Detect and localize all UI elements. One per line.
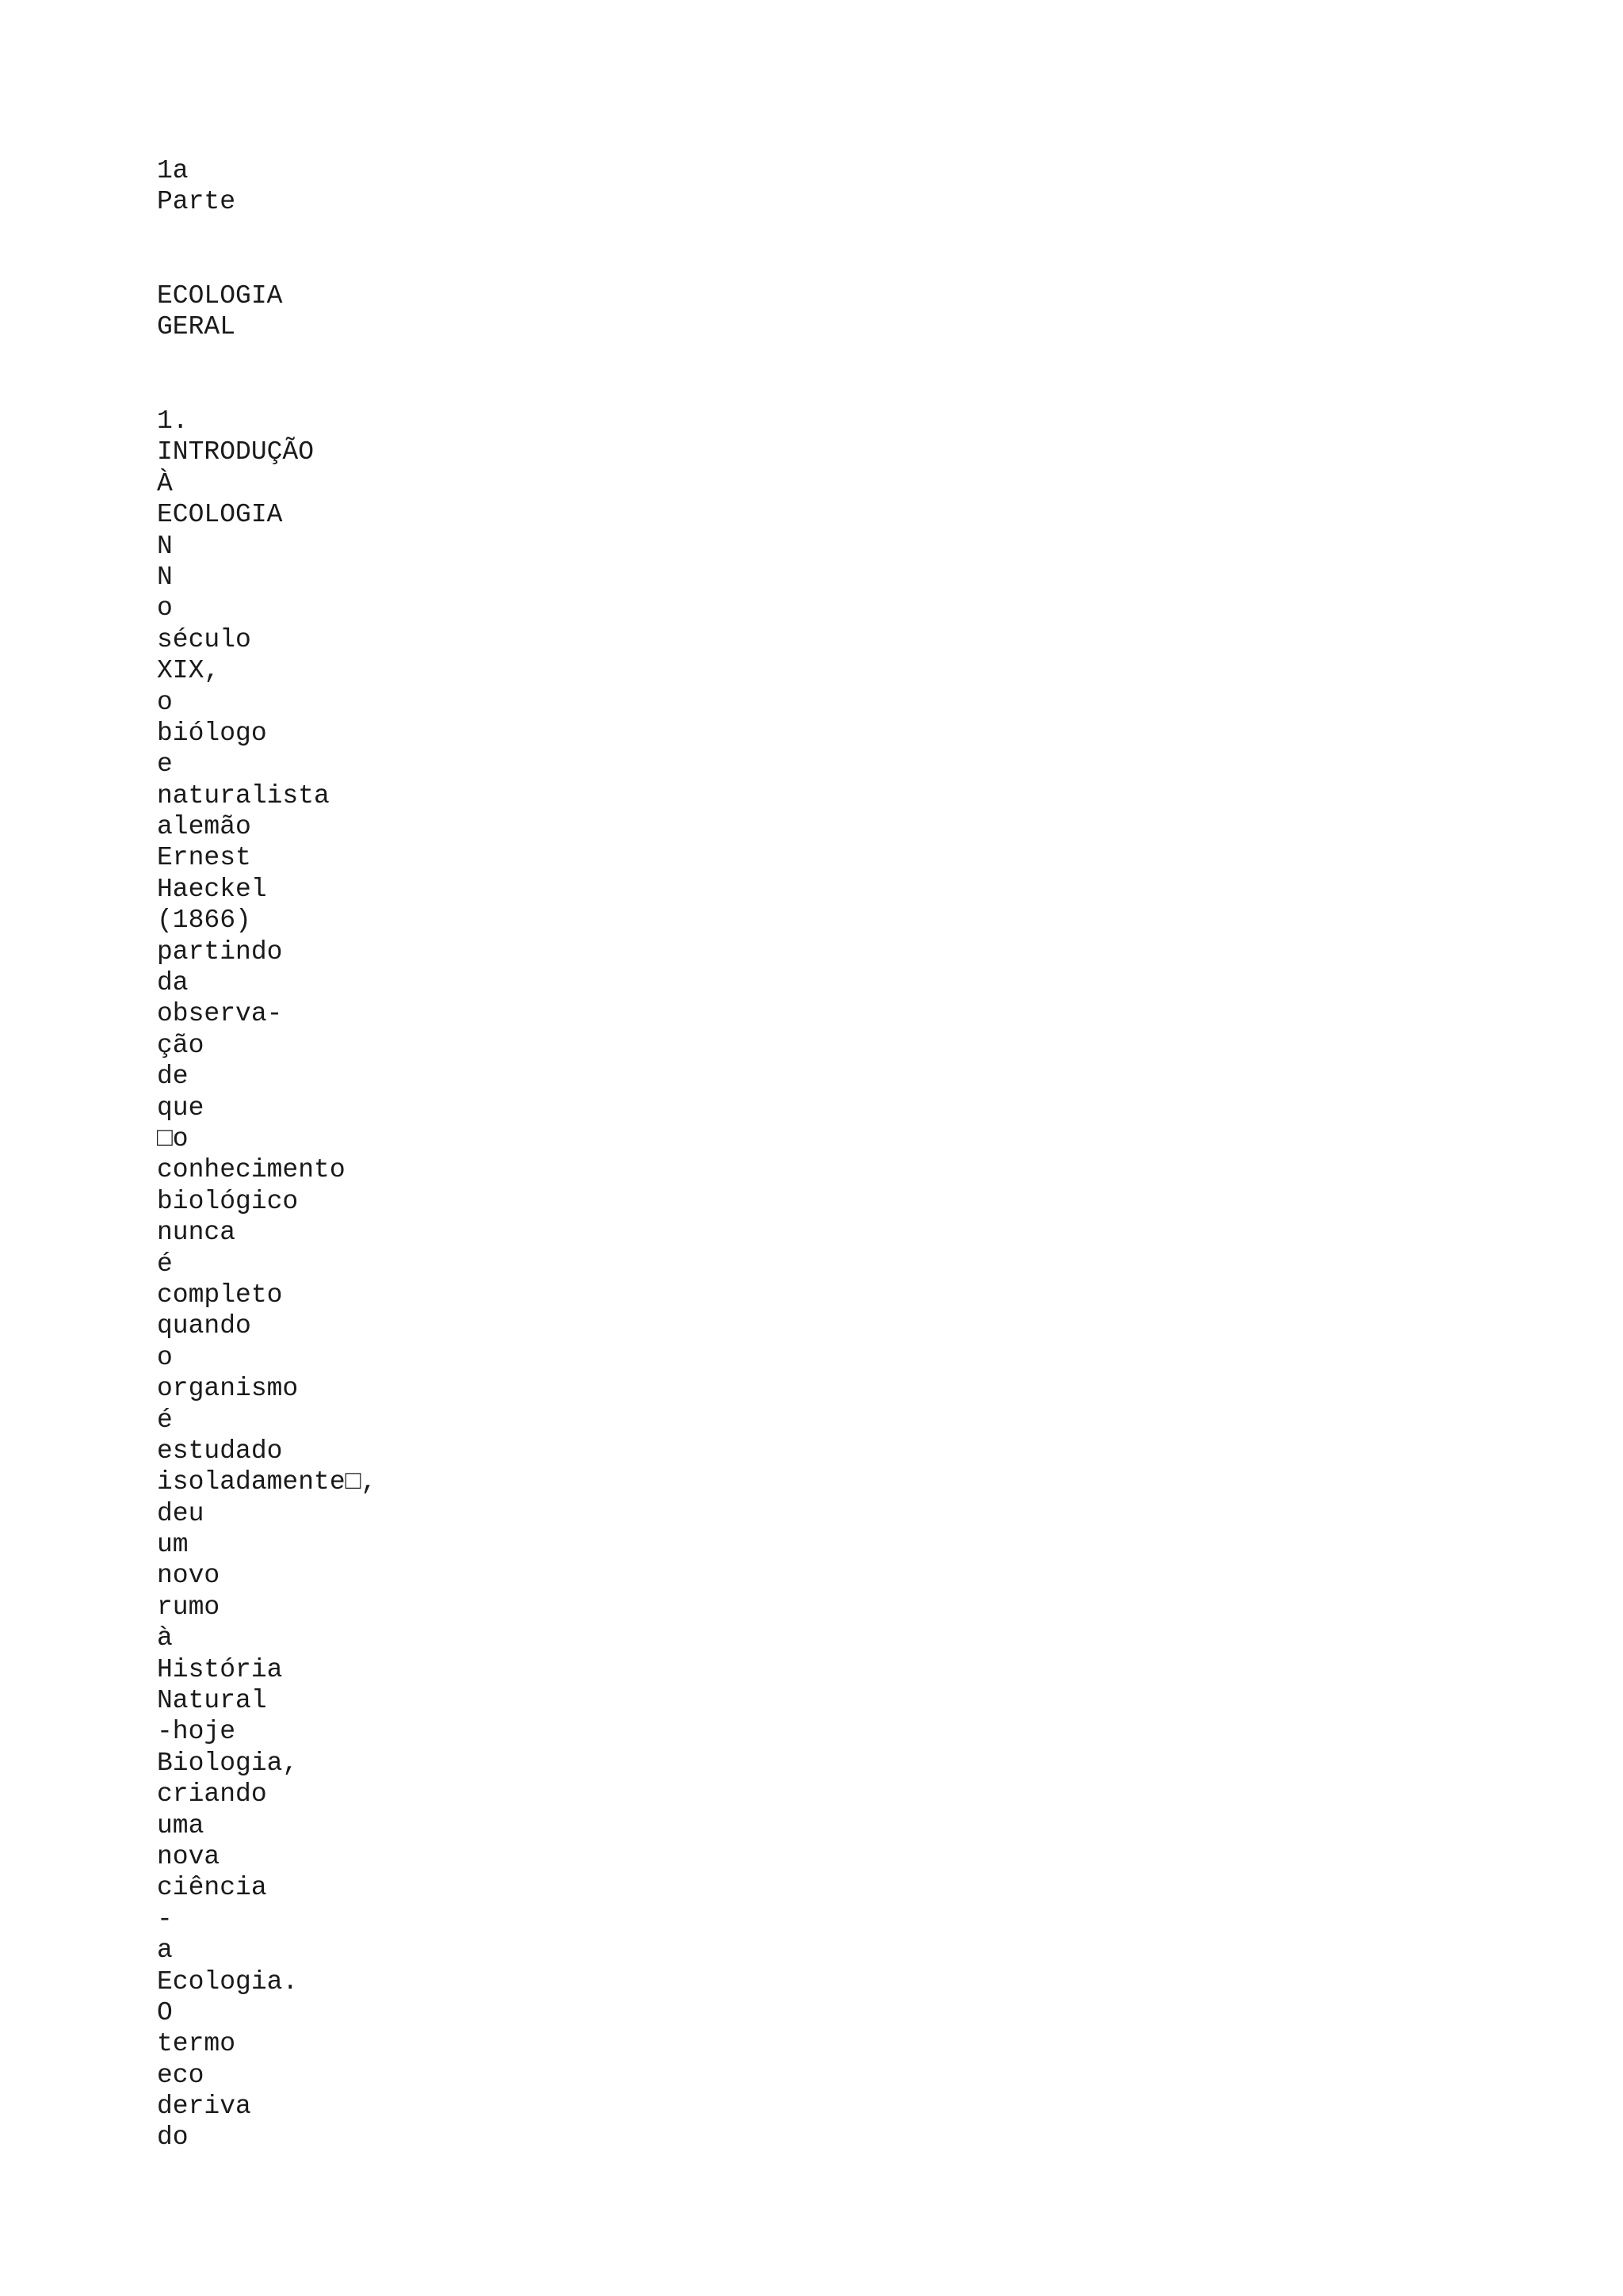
text-line: à [157,1623,173,1653]
text-line: (1866) [157,906,251,936]
text-line: História [157,1654,283,1684]
text-line: século [157,624,251,654]
text-line: quando [157,1311,251,1341]
text-line: uma [157,1810,204,1840]
text-line: é [157,1249,173,1279]
text-line: um [157,1530,189,1560]
text-line: termo [157,2029,236,2059]
text-line: o [157,1342,173,1372]
text-line: O [157,1997,173,2027]
text-line: criando [157,1779,267,1810]
text-line: 1a [157,156,189,185]
text-line: Natural [157,1686,267,1716]
text-line: □o [157,1123,189,1154]
text-line: XIX, [157,656,220,686]
text-line: ECOLOGIA [157,500,283,530]
text-line: -hoje [157,1717,236,1747]
text-line: rumo [157,1592,220,1622]
text-line: N [157,562,173,592]
text-line: Haeckel [157,874,267,904]
text-line: Biologia, [157,1748,299,1778]
text-line: da [157,968,189,998]
text-line: que [157,1093,204,1123]
text-line: Parte [157,187,236,217]
text-line: - [157,1904,173,1934]
text-line: completo [157,1280,283,1310]
text-line: a [157,1936,173,1966]
text-line: partindo [157,936,283,967]
text-line: biológico [157,1186,299,1216]
text-line: eco [157,2060,204,2090]
text-line: do [157,2122,189,2153]
text-line: ciência [157,1873,267,1903]
text-line: o [157,593,173,624]
text-line: ção [157,1030,204,1060]
text-line: alemão [157,812,251,842]
text-line: N [157,531,173,561]
text-line: 1. [157,406,189,436]
part-heading [157,155,235,218]
text-line: organismo [157,1374,299,1404]
text-line: ECOLOGIA [157,281,283,311]
text-line: o [157,687,173,717]
text-line: novo [157,1561,220,1591]
text-line: deu [157,1498,204,1528]
text-line: e [157,749,173,780]
text-line: biólogo [157,718,267,748]
text-line: Ernest [157,843,251,873]
text-line: Ecologia. [157,1966,299,1997]
section-title [157,280,282,343]
text-line: conhecimento [157,1155,346,1185]
text-line: de [157,1062,189,1092]
text-line: isoladamente□, [157,1467,377,1497]
body-text [157,406,376,2153]
text-line: estudado [157,1436,283,1466]
text-line: nova [157,1841,220,1871]
text-line: deriva [157,2092,251,2122]
text-line: observa- [157,999,283,1029]
text-line: GERAL [157,312,236,342]
text-line: naturalista [157,780,330,810]
text-line: À [157,468,173,498]
text-line: nunca [157,1218,236,1248]
text-line: INTRODUÇÃO [157,437,315,467]
text-line: é [157,1405,173,1435]
